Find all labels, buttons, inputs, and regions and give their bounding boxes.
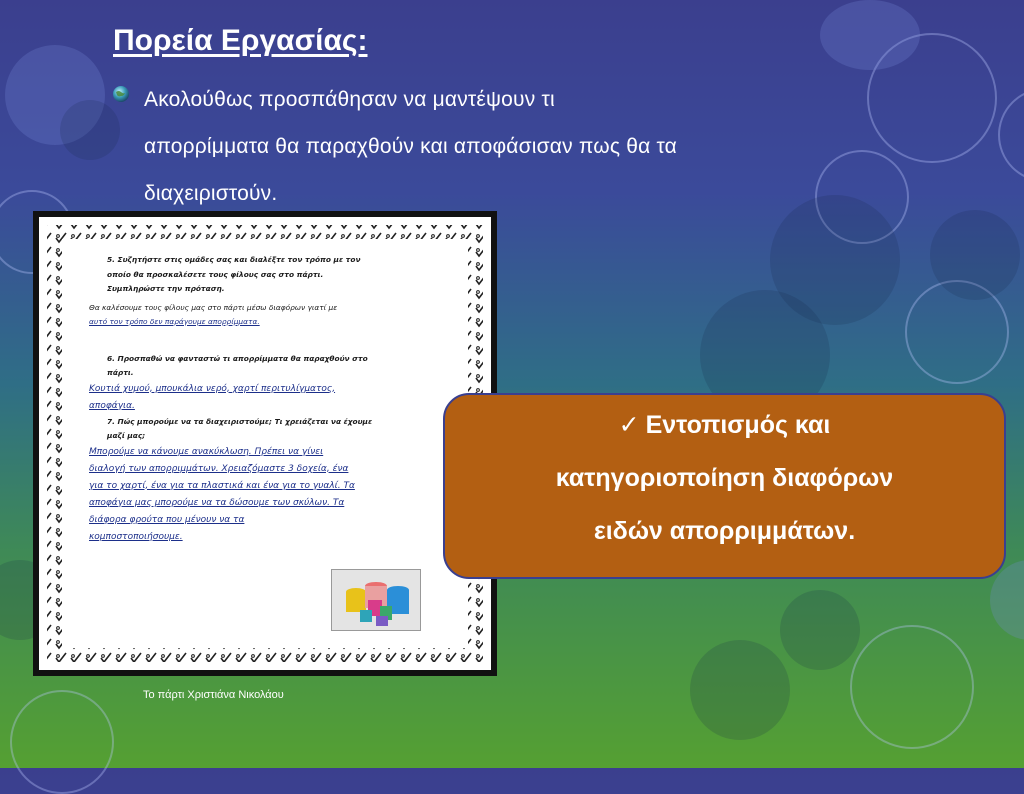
bokeh-circle xyxy=(60,100,120,160)
bullet-line: Ακολούθως προσπάθησαν να μαντέψουν τι xyxy=(144,88,555,111)
checkmark-icon: ✓ xyxy=(618,411,640,439)
question-line: πάρτι. xyxy=(107,368,134,377)
bokeh-circle xyxy=(780,590,860,670)
bokeh-circle xyxy=(998,88,1024,182)
answer-line: αποφάγια μας μπορούμε να τα δώσουμε των σκύλων. Τα xyxy=(89,497,345,508)
bokeh-circle xyxy=(850,625,974,749)
callout-box xyxy=(443,393,1006,579)
worksheet-page xyxy=(39,217,491,670)
bullet-line: απορρίμματα θα παραχθούν και αποφάσισαν πως θα τα xyxy=(144,135,678,158)
callout-text: Εντοπισμός και xyxy=(645,411,831,439)
colorful-bins-photo xyxy=(331,569,421,631)
callout-line: κατηγοριοποίηση διαφόρων xyxy=(555,464,894,492)
answer-line: διαλογή των απορριμμάτων. Χρειαζόμαστε 3 δοχεία, ένα xyxy=(89,463,349,474)
image-caption: Το πάρτι Χριστιάνα Νικολάου xyxy=(143,689,284,701)
answer-line: διάφορα φρούτα που μένουν να τα xyxy=(89,514,245,525)
slide-title: Πορεία Εργασίας: xyxy=(113,24,368,57)
question-line: Συμπληρώστε την πρόταση. xyxy=(107,284,225,293)
bokeh-circle xyxy=(10,690,114,794)
bullet-text xyxy=(144,76,677,217)
question-line: οποίο θα προσκαλέσετε τους φίλους σας στο πάρτι. xyxy=(107,269,324,279)
bullet-line: διαχειριστούν. xyxy=(144,182,278,205)
bokeh-circle xyxy=(820,0,920,70)
answer-line: Κουτιά χυμού, μπουκάλια νερό, χαρτί περιτυλίγματος, xyxy=(89,383,336,394)
bullet-item xyxy=(112,76,872,217)
question-line: 6. Προσπαθώ να φανταστώ τι απορρίμματα θα παραχθούν στο xyxy=(107,353,368,363)
answer-line: κομποστοποιήσουμε. xyxy=(89,531,183,542)
bokeh-circle xyxy=(690,640,790,740)
globe-bullet-icon xyxy=(112,85,130,103)
answer-line: αυτό τον τρόπο δεν παράγουμε απορρίμματα. xyxy=(89,317,260,326)
question-line: μαζί μας; xyxy=(107,431,146,440)
answer-line: για το χαρτί, ένα για τα πλαστικά και ένα για το γυαλί. Τα xyxy=(89,480,355,491)
question-line: 7. Πώς μπορούμε να τα διαχειριστούμε; Τι χρειάζεται να έχουμε xyxy=(107,416,373,426)
worksheet-image xyxy=(33,211,497,676)
callout-line: ειδών απορριμμάτων. xyxy=(593,517,856,545)
question-line: 5. Συζητήστε στις ομάδες σας και διαλέξτε τον τρόπο με τον xyxy=(107,255,361,264)
callout-line xyxy=(445,399,1004,452)
answer-line: αποφάγια. xyxy=(89,400,135,411)
answer-line: Μπορούμε να κάνουμε ανακύκλωση. Πρέπει να γίνει xyxy=(89,446,324,457)
bokeh-circle xyxy=(930,210,1020,300)
answer-line: Θα καλέσουμε τους φίλους μας στο πάρτι μέσω διαφόρων γιατί με xyxy=(89,302,338,312)
worksheet-text xyxy=(89,253,445,546)
